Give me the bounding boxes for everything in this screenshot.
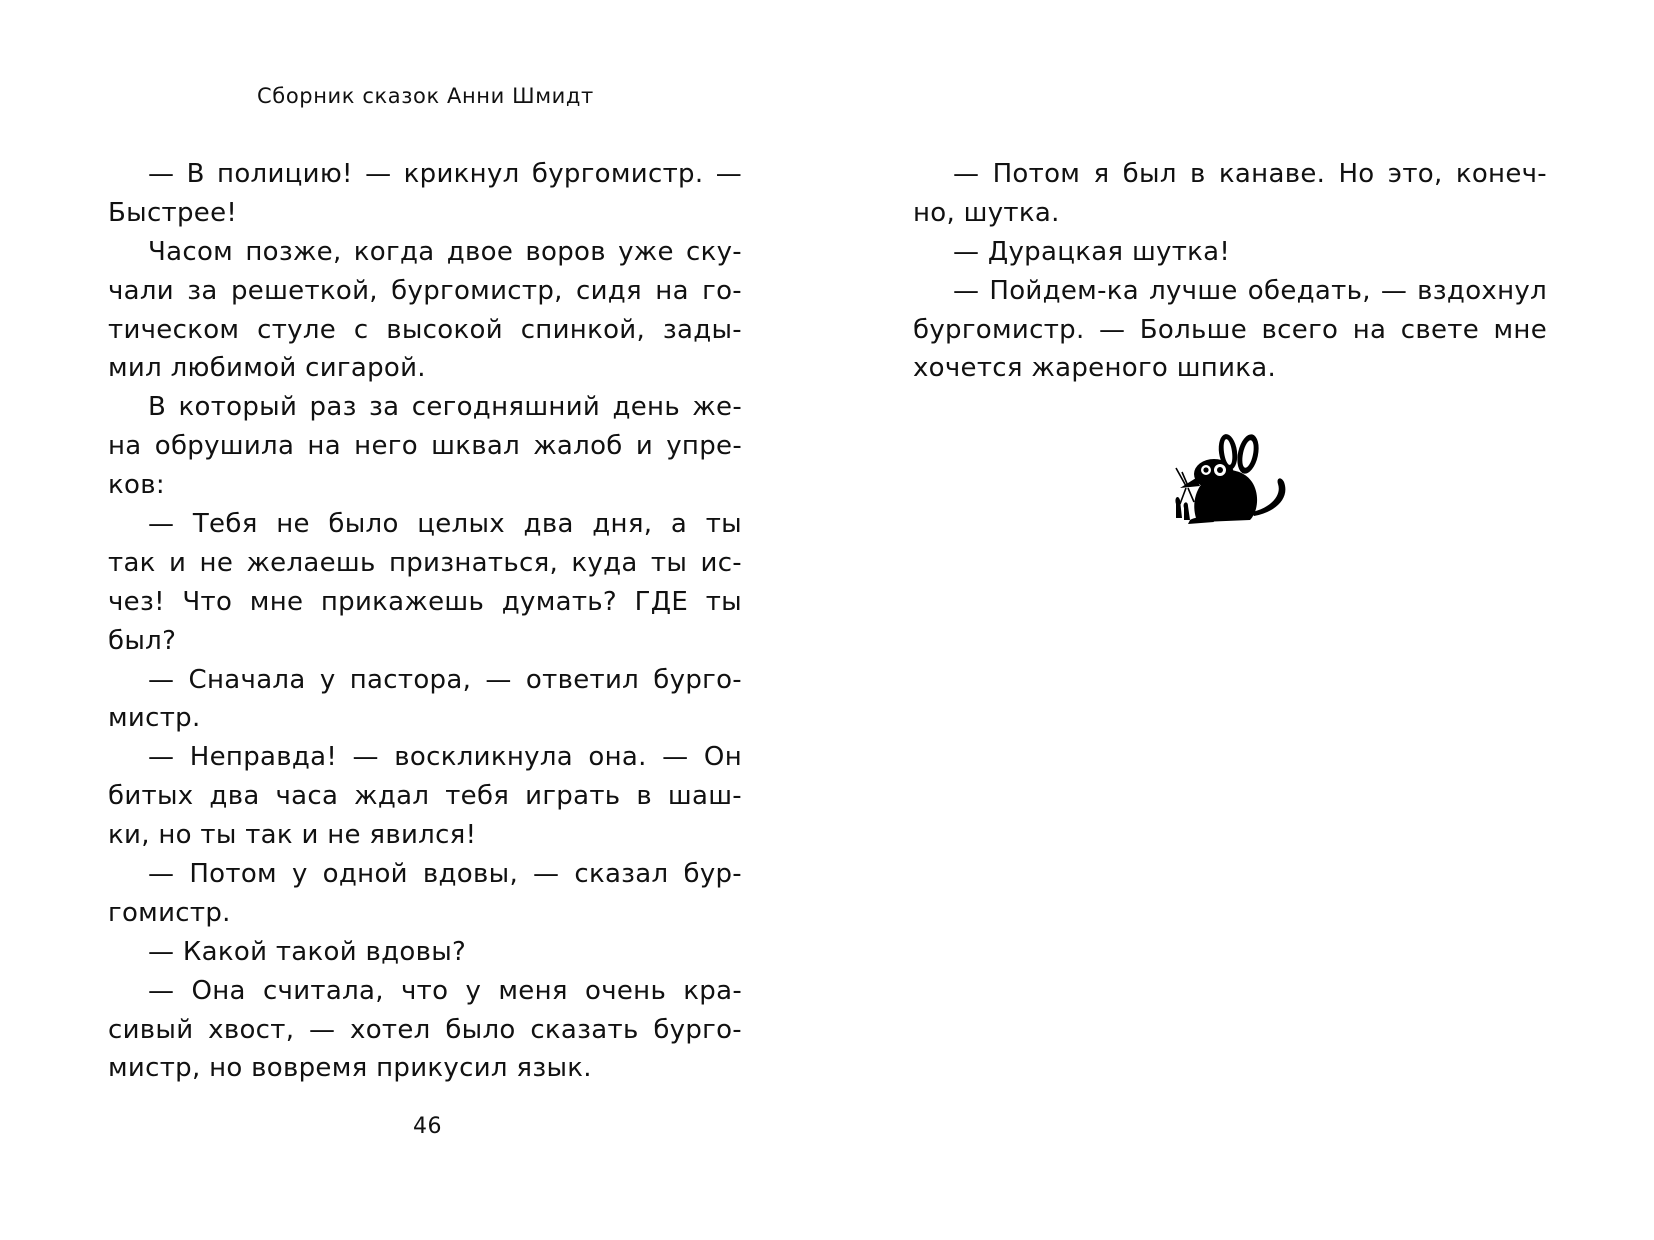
text-line: хочется жареного шпика. [913, 353, 1277, 384]
text-line: мил любимой сигарой. [108, 353, 426, 384]
text-line: — Неправда! — воскликнула она. — Он [148, 742, 742, 773]
text-line: тическом стуле с высокой спинкой, зады- [108, 314, 742, 345]
text-line: битых два часа ждал тебя играть в шаш- [108, 781, 742, 812]
running-head: Сборник сказок Анни Шмидт [257, 84, 594, 108]
text-line: — Пойдем-ка лучше обедать, — вздохнул [953, 275, 1547, 306]
text-line: — Какой такой вдовы? [148, 936, 467, 967]
text-line: на обрушила на него шквал жалоб и упре- [108, 431, 742, 462]
text-line: сивый хвост, — хотел было сказать бурго- [108, 1014, 742, 1045]
text-line: бургомистр. — Больше всего на свете мне [913, 314, 1547, 345]
left-column [108, 155, 742, 1088]
right-column [913, 155, 1547, 388]
text-line: — Она считала, что у меня очень кра- [148, 975, 742, 1006]
text-line: но, шутка. [913, 197, 1060, 228]
text-line: гомистр. [108, 897, 231, 928]
text-line: Часом позже, когда двое воров уже ску- [148, 236, 742, 267]
text-line: чез! Что мне прикажешь думать? ГДЕ ты [108, 586, 742, 617]
text-line: Быстрее! [108, 197, 238, 228]
text-line: ки, но ты так и не явился! [108, 820, 477, 851]
text-line: — В полицию! — крикнул бургомистр. — [148, 159, 742, 189]
text-line: — Тебя не было целых два дня, а ты [148, 509, 742, 540]
text-line: В который раз за сегодняшний день же- [148, 392, 742, 423]
text-line: — Потом у одной вдовы, — сказал бур- [148, 859, 742, 890]
text-line: был? [108, 625, 177, 656]
text-line: чали за решеткой, бургомистр, сидя на го- [108, 275, 742, 306]
text-line: ков: [108, 470, 165, 501]
mouse-illustration-icon [1166, 428, 1296, 528]
text-line: мистр. [108, 703, 201, 734]
text-line: — Потом я был в канаве. Но это, конеч- [953, 159, 1547, 189]
text-line: — Сначала у пастора, — ответил бурго- [148, 664, 742, 695]
text-line: — Дурацкая шутка! [953, 236, 1231, 267]
page-number: 46 [413, 1114, 442, 1139]
text-line: мистр, но вовремя прикусил язык. [108, 1053, 592, 1084]
text-line: так и не желаешь признаться, куда ты ис- [108, 547, 742, 578]
